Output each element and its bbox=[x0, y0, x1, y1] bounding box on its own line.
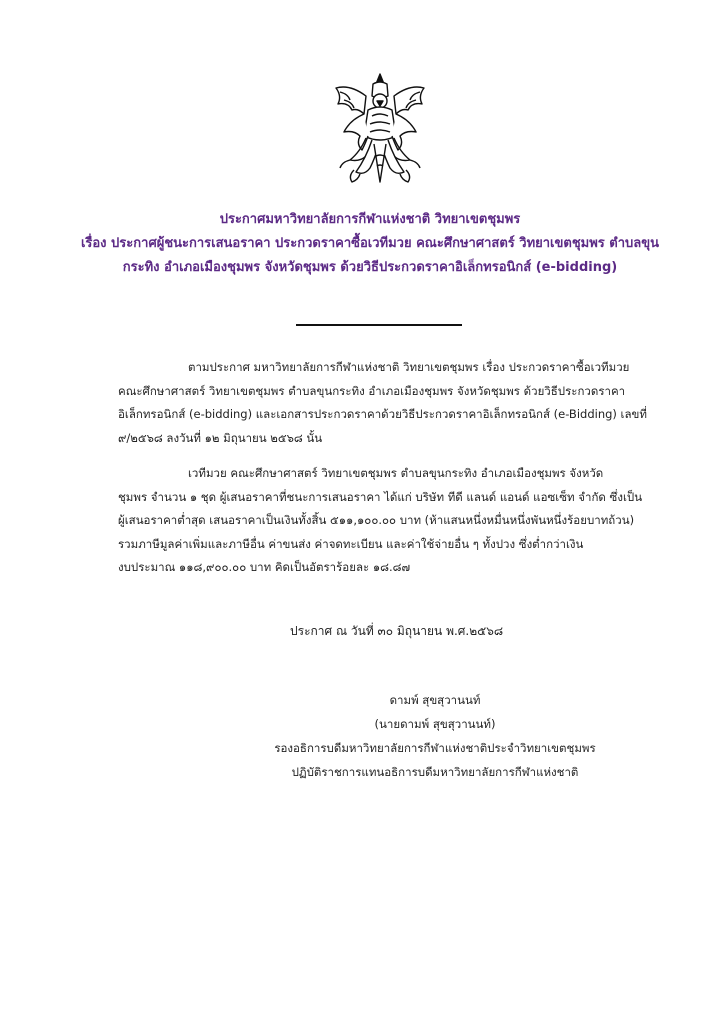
paragraph-2-line: ชุมพร จำนวน ๑ ชุด ผู้เสนอราคาที่ชนะการเสนอราคา ได้แก่ บริษัท ทีดี แลนด์ แอนด์ แอซเซ็ท จำกัด ซึ่งเป็น bbox=[118, 489, 643, 504]
title-line-1: ประกาศมหาวิทยาลัยการกีฬาแห่งชาติ วิทยาเขตชุมพร bbox=[219, 212, 521, 227]
title-line-3: กระทิง อำเภอเมืองชุมพร จังหวัดชุมพร ด้วยวิธีประกวดราคาอิเล็กทรอนิกส์ (e-bidding) bbox=[122, 260, 618, 275]
paragraph-1-line: ๙/๒๕๖๘ ลงวันที่ ๑๒ มิถุนายน ๒๕๖๘ นั้น bbox=[118, 430, 323, 445]
signer-full-name: (นายดามพ์ สุขสุวานนท์) bbox=[374, 717, 496, 731]
signer-position-1: รองอธิการบดีมหาวิทยาลัยการกีฬาแห่งชาติประจำวิทยาเขตชุมพร bbox=[274, 741, 596, 755]
paragraph-2-line: รวมภาษีมูลค่าเพิ่มและภาษีอื่น ค่าขนส่ง ค่าจดทะเบียน และค่าใช้จ่ายอื่น ๆ ทั้งปวง ซึ่งต่ำกว่าเงิน bbox=[118, 536, 584, 551]
paragraph-1-line: คณะศึกษาศาสตร์ วิทยาเขตชุมพร ตำบลขุนกระทิง อำเภอเมืองชุมพร จังหวัดชุมพร ด้วยวิธีประกวดราคา bbox=[118, 383, 626, 398]
paragraph-2-line: ผู้เสนอราคาต่ำสุด เสนอราคาเป็นเงินทั้งสิ้น ๕๑๑,๑๐๐.๐๐ บาท (ห้าแสนหนึ่งหมื่นหนึ่งพันหนึ่งร้อยบาทถ้วน) bbox=[118, 513, 635, 527]
paragraph-2-line: เวทีมวย คณะศึกษาศาสตร์ วิทยาเขตชุมพร ตำบลขุนกระทิง อำเภอเมืองชุมพร จังหวัด bbox=[188, 466, 604, 480]
signer-name: ดามพ์ สุขสุวานนท์ bbox=[389, 693, 481, 707]
signature-block bbox=[250, 688, 620, 784]
paragraph-1 bbox=[118, 356, 648, 450]
paragraph-2-line: งบประมาณ ๑๑๘,๙๐๐.๐๐ บาท คิดเป็นอัตราร้อยละ ๑๘.๘๗ bbox=[118, 560, 411, 574]
title-line-2: เรื่อง ประกาศผู้ชนะการเสนอราคา ประกวดราคาซื้อเวทีมวย คณะศึกษาศาสตร์ วิทยาเขตชุมพร ตำบลขุน bbox=[80, 236, 660, 251]
paragraph-2 bbox=[118, 462, 648, 580]
announcement-date: ประกาศ ณ วันที่ ๓๐ มิถุนายน พ.ศ.๒๕๖๘ bbox=[290, 624, 504, 638]
title-divider bbox=[296, 324, 462, 326]
paragraph-1-line: ตามประกาศ มหาวิทยาลัยการกีฬาแห่งชาติ วิทยาเขตชุมพร เรื่อง ประกวดราคาซื้อเวทีมวย bbox=[188, 360, 630, 374]
signer-position-2: ปฏิบัติราชการแทนอธิการบดีมหาวิทยาลัยการกีฬาแห่งชาติ bbox=[291, 765, 579, 779]
paragraph-1-line: อิเล็กทรอนิกส์ (e-bidding) และเอกสารประกวดราคาด้วยวิธีประกวดราคาอิเล็กทรอนิกส์ (e-Bidding) เลขที่ bbox=[118, 407, 647, 421]
garuda-emblem-icon bbox=[326, 70, 434, 188]
announcement-title bbox=[80, 208, 660, 280]
